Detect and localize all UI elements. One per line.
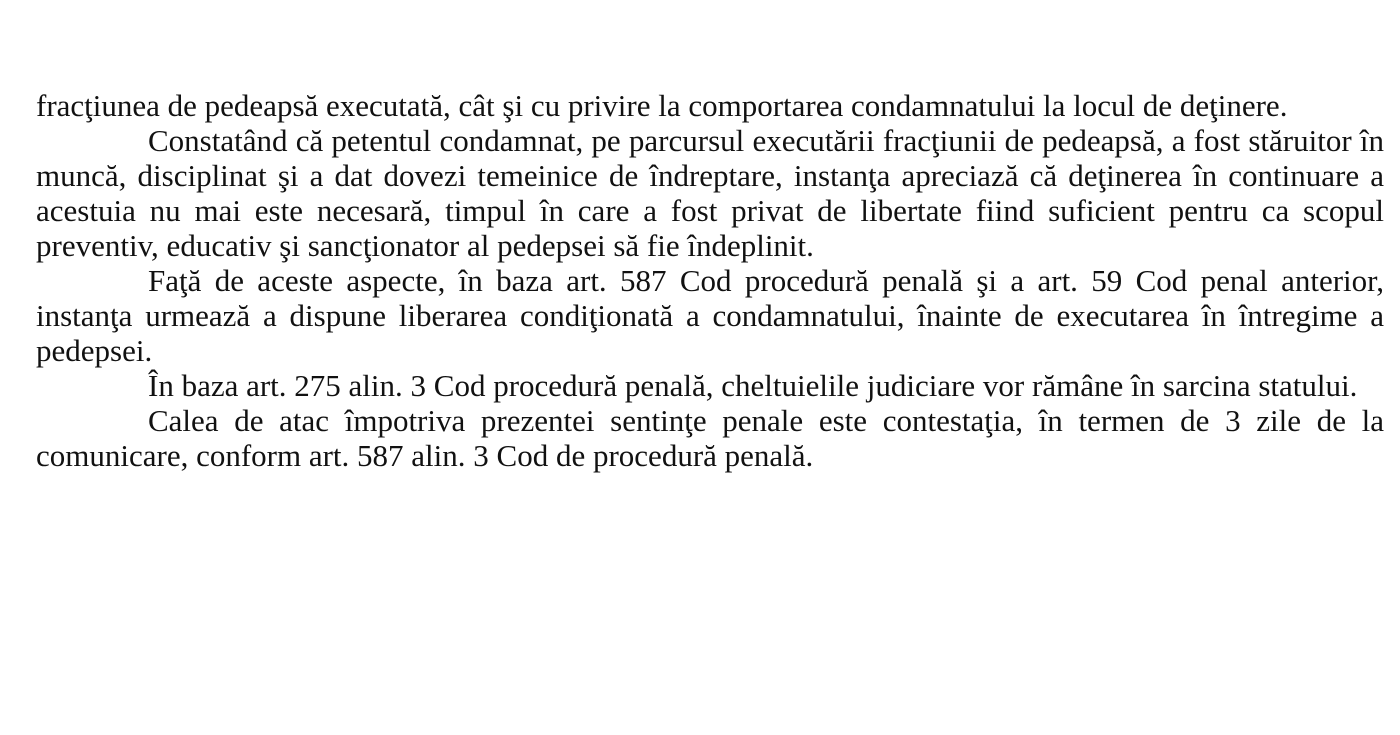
paragraph-5: Calea de atac împotriva prezentei sentinţe penale este contestaţia, în termen de 3 zile de la comunicare, conform art. 587 alin. 3 Cod de procedură penală. xyxy=(36,403,1384,473)
paragraph-4: În baza art. 275 alin. 3 Cod procedură penală, cheltuielile judiciare vor rămâne în sarcina statului. xyxy=(148,368,1358,403)
paragraph-1: fracţiunea de pedeapsă executată, cât şi cu privire la comportarea condamnatului la locul de deţinere. xyxy=(36,88,1288,123)
paragraph-3: Faţă de aceste aspecte, în baza art. 587 Cod procedură penală şi a art. 59 Cod penal anterior, instanţa urmează a dispune liberarea condiţionată a condamnatului, înainte de executarea în întregime a pedepsei. xyxy=(36,263,1384,368)
document-body xyxy=(36,88,1384,473)
paragraph-2: Constatând că petentul condamnat, pe parcursul executării fracţiunii de pedeapsă, a fost stăruitor în muncă, disciplinat şi a dat dovezi temeinice de îndreptare, instanţa apreciază că deţinerea în continuare a acestuia nu mai este necesară, timpul în care a fost privat de libertate fiind suficient pentru ca scopul preventiv, educativ şi sancţionator al pedepsei să fie îndeplinit. xyxy=(36,123,1384,263)
